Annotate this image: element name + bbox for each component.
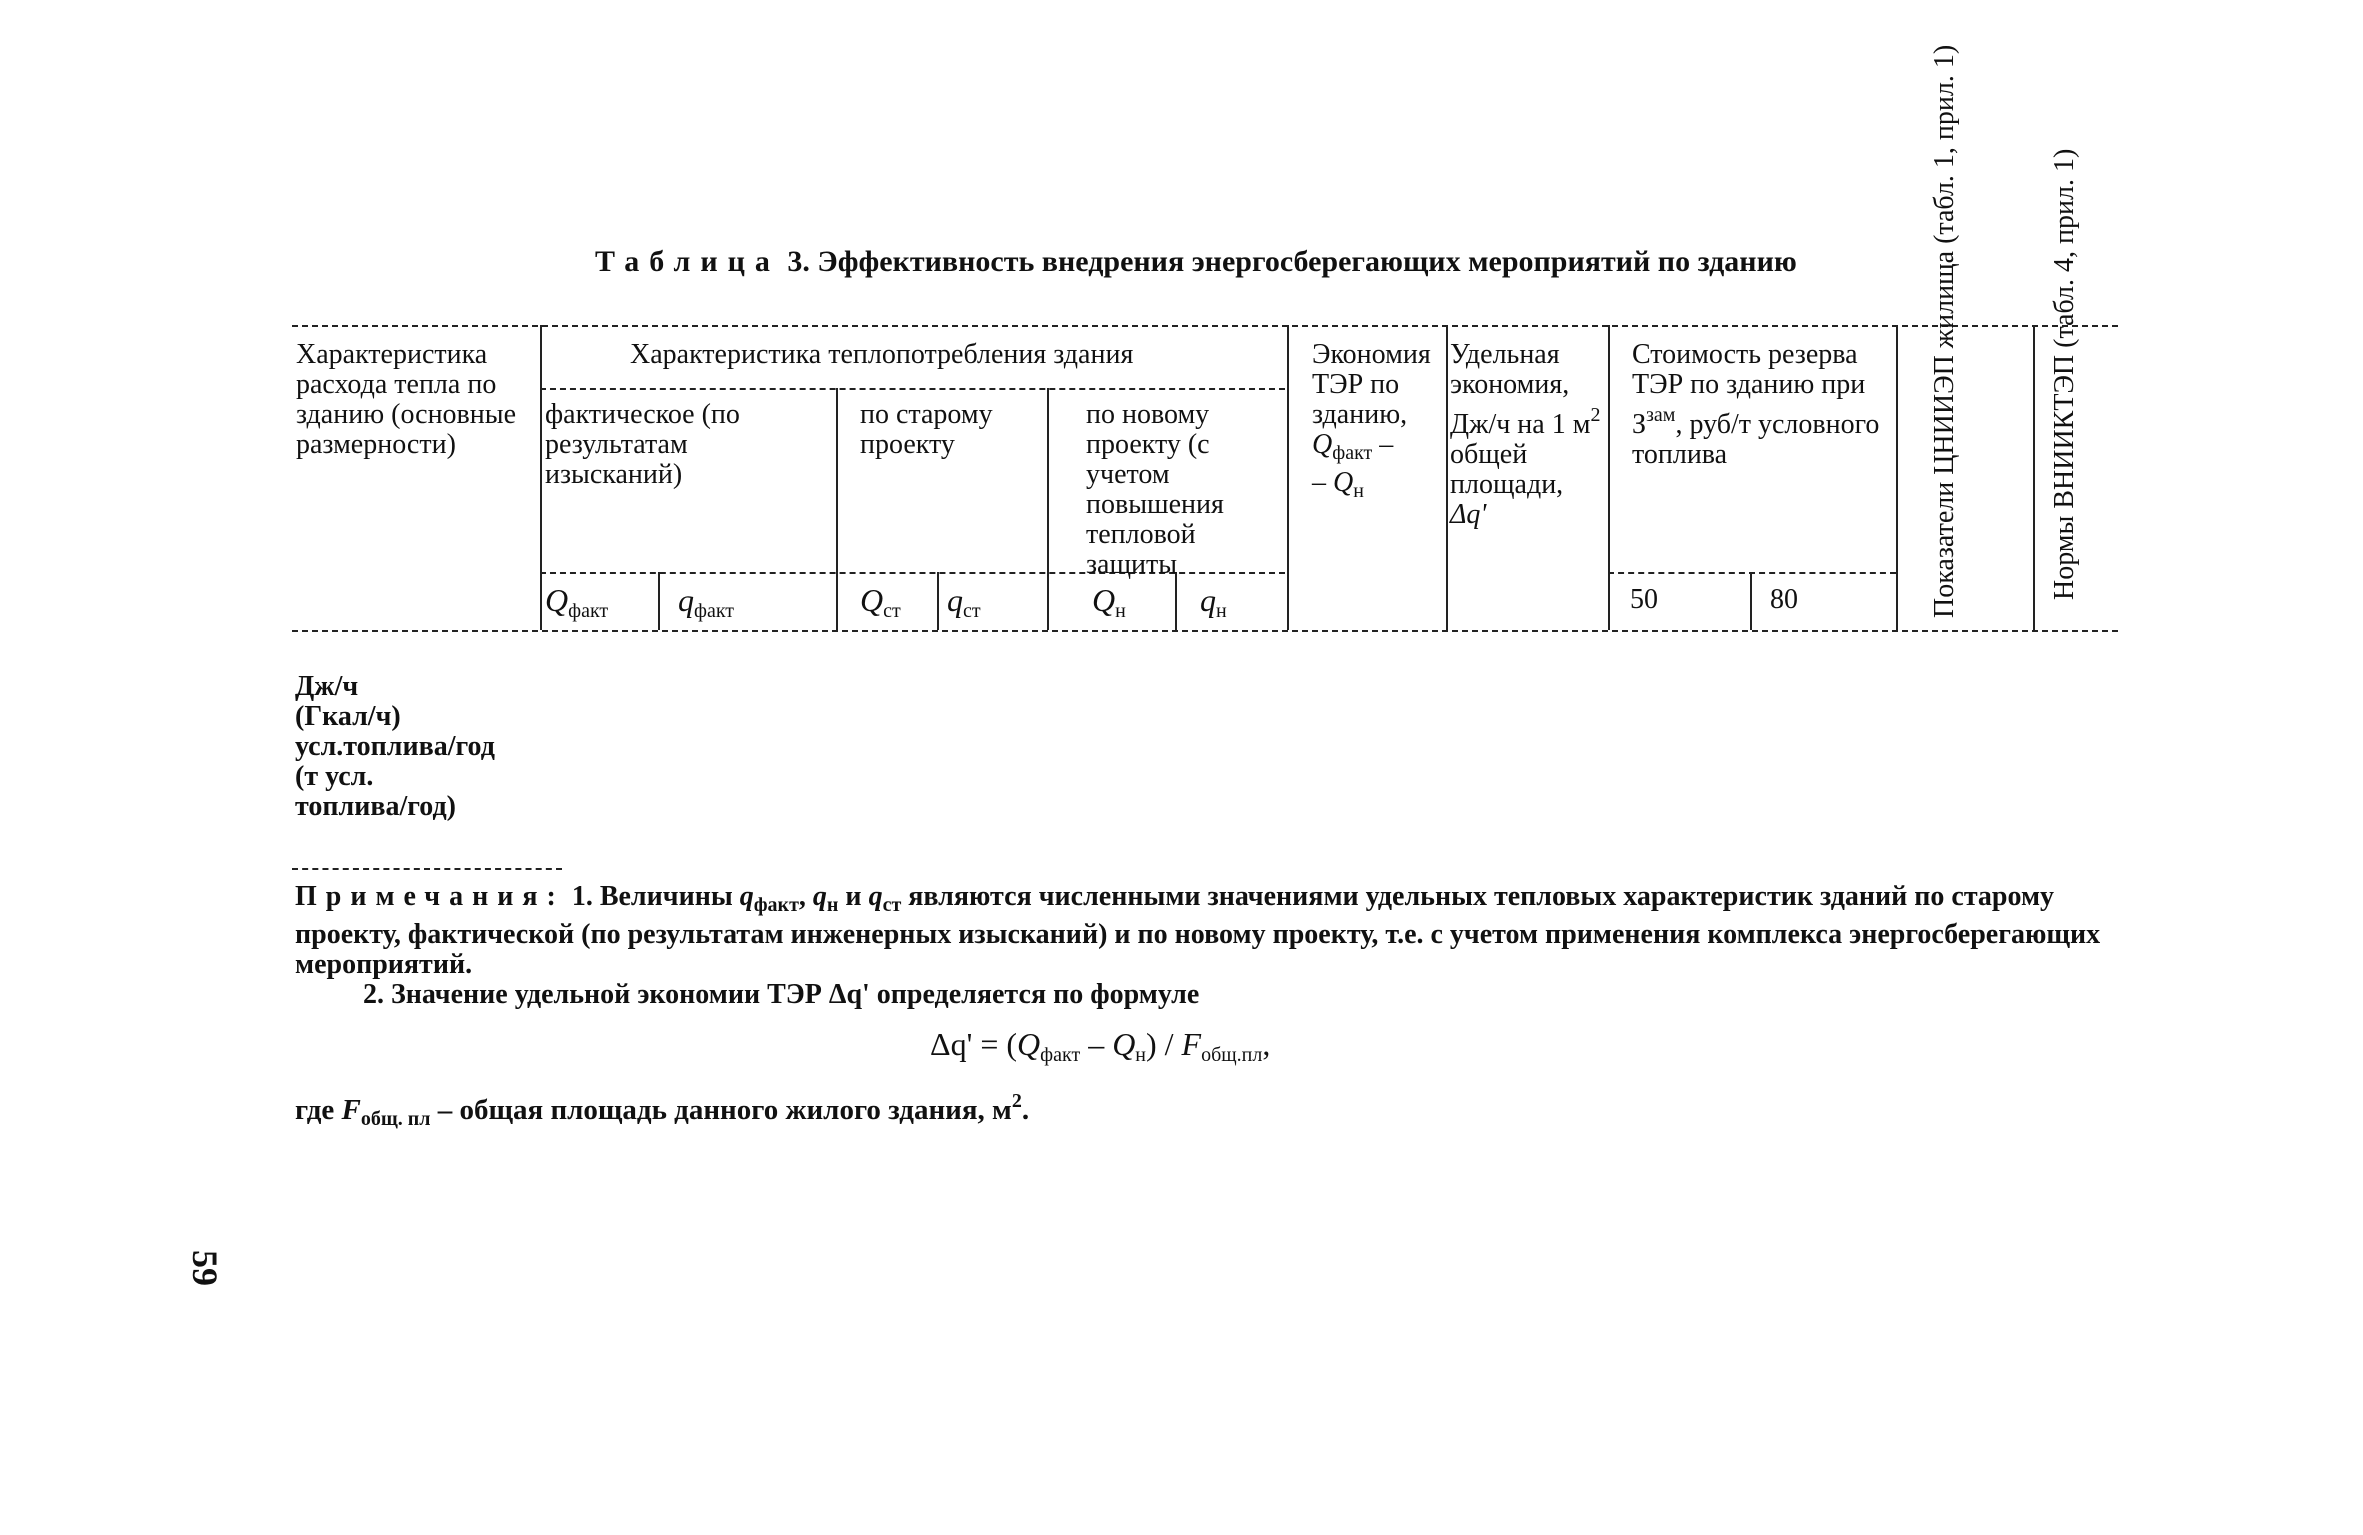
sub-n: н: [1216, 600, 1227, 622]
column-cost-reserve: [1632, 340, 1887, 470]
sup-2: 2: [1011, 1090, 1022, 1112]
note-1: Примечания: 1. Величины $q_{факт}$, $q_н$ и $q_{ст}$ являются численными значениями удельных тепловых характеристик зданий по старому проекту, фактической (по результатам инженерных изысканий) и по новому проекту, т.е. с учетом применения комплекса энергосберегающих мероприятий.: [295, 881, 2101, 980]
symbol-q: q: [1200, 582, 1216, 618]
where-prefix: где: [295, 1094, 335, 1126]
economy-label: Экономия ТЭР по зданию,: [1312, 339, 1431, 430]
specific-label-1: Удельная экономия, Дж/ч на 1 м: [1450, 339, 1591, 440]
sub-n: н: [1115, 600, 1126, 622]
symbol-Q: Q: [1312, 429, 1333, 460]
sub-fact: факт: [1040, 1044, 1081, 1066]
symbol-Q: Q: [860, 582, 884, 618]
sub-fact: факт: [753, 894, 799, 916]
symbol-q: q: [812, 881, 827, 912]
symbol-Q-n: [1092, 582, 1126, 626]
symbol-q: q: [868, 881, 883, 912]
unit-line: (т усл.: [295, 761, 374, 792]
notes-divider: [292, 868, 562, 870]
notes-label: Примечания:: [295, 881, 565, 912]
sup-zam: зам: [1646, 404, 1676, 426]
symbol-q-n: [1200, 582, 1227, 626]
symbol-Q: Q: [1333, 467, 1354, 498]
caption-text: 3. Эффективность внедрения энергосберегающих мероприятий по зданию: [787, 245, 1797, 278]
cost-80: 80: [1770, 584, 1798, 615]
sup-2: 2: [1590, 404, 1601, 426]
subcolumn-old-project: по старому проекту: [860, 399, 993, 460]
formula-lhs: Δq' = (: [930, 1026, 1018, 1062]
note-1-start: 1. Величины: [571, 881, 733, 912]
where-text: – общая площадь данного жилого здания, м: [430, 1094, 1012, 1126]
sub-n: н: [1353, 480, 1364, 502]
sub-st: ст: [963, 600, 981, 622]
sub-area: общ. пл: [360, 1108, 431, 1130]
sub-st: ст: [883, 600, 901, 622]
symbol-Q-fact: [545, 582, 609, 626]
sub-st: ст: [882, 894, 902, 916]
formula: [930, 1026, 1270, 1067]
sub-fact: факт: [568, 600, 609, 622]
where-end: .: [1021, 1094, 1030, 1126]
page-number: 59: [185, 1250, 225, 1286]
symbol-Q-st: [860, 582, 901, 626]
note-1-and: и: [845, 881, 862, 912]
symbol-q: q: [739, 881, 754, 912]
group-heat-consumption: Характеристика теплопотребления здания: [630, 339, 1134, 370]
units-list: [295, 672, 495, 822]
specific-label-2: общей площади,: [1450, 439, 1564, 500]
column-indicators: Показатели ЦНИИЭП жилища (табл. 1, прил. 1): [1929, 44, 1960, 618]
formula-minus: –: [1080, 1026, 1113, 1062]
sub-n: н: [1135, 1044, 1146, 1066]
symbol-F: F: [1181, 1026, 1202, 1062]
symbol-q-st: [947, 582, 981, 626]
formula-comma: ,: [1262, 1026, 1271, 1062]
note-2: 2. Значение удельной экономии ТЭР Δq' определяется по формуле: [363, 979, 1200, 1010]
column-economy: Экономия ТЭР по зданию, $Q_{факт}$ – – $Q_н$: [1312, 339, 1431, 502]
sub-fact: факт: [694, 600, 735, 622]
sub-area: общ.пл: [1201, 1044, 1263, 1066]
symbol-Q: Q: [1092, 582, 1116, 618]
note-1-text: являются численными значениями удельных тепловых характеристик зданий по старому проекту, фактической (по результатам инженерных изысканий) и по новому проекту, т.е. с учетом применения комплекса энергосберегающих мероприятий.: [295, 881, 2101, 980]
symbol-dq: Δq': [1450, 499, 1487, 530]
unit-line: Дж/ч: [295, 671, 359, 702]
notes: [295, 882, 2125, 1010]
symbol-F: F: [341, 1094, 361, 1126]
column-characteristic: Характеристика расхода тепла по зданию (основные размерности): [296, 339, 516, 460]
symbol-q: q: [947, 582, 963, 618]
symbol-Q: Q: [1112, 1026, 1136, 1062]
cost-label-1: Стоимость резерва ТЭР по зданию при З: [1632, 339, 1866, 440]
column-norms: Нормы ВНИИКТЭП (табл. 4, прил. 1): [2049, 148, 2080, 600]
symbol-q-fact: [678, 582, 735, 626]
unit-line: усл.топлива/год: [295, 731, 495, 762]
formula-divide: ) /: [1146, 1026, 1182, 1062]
sub-fact: факт: [1332, 442, 1373, 464]
column-specific-economy: [1450, 340, 1605, 530]
unit-line: топлива/год): [295, 791, 456, 822]
unit-line: (Гкал/ч): [295, 701, 401, 732]
sub-n: н: [826, 894, 839, 916]
subcolumn-new-project: по новому проекту (с учетом повышения тепловой защиты: [1086, 399, 1224, 580]
table-caption: [595, 245, 1797, 279]
cost-50: 50: [1630, 584, 1658, 615]
subcolumn-actual: фактическое (по результатам изысканий): [545, 399, 740, 490]
where-clause: [295, 1090, 1029, 1131]
caption-prefix: Таблица: [595, 245, 780, 278]
cost-label-2: , руб/т условного топлива: [1632, 409, 1880, 470]
symbol-q: q: [678, 582, 694, 618]
symbol-Q: Q: [1017, 1026, 1041, 1062]
symbol-Q: Q: [545, 582, 569, 618]
